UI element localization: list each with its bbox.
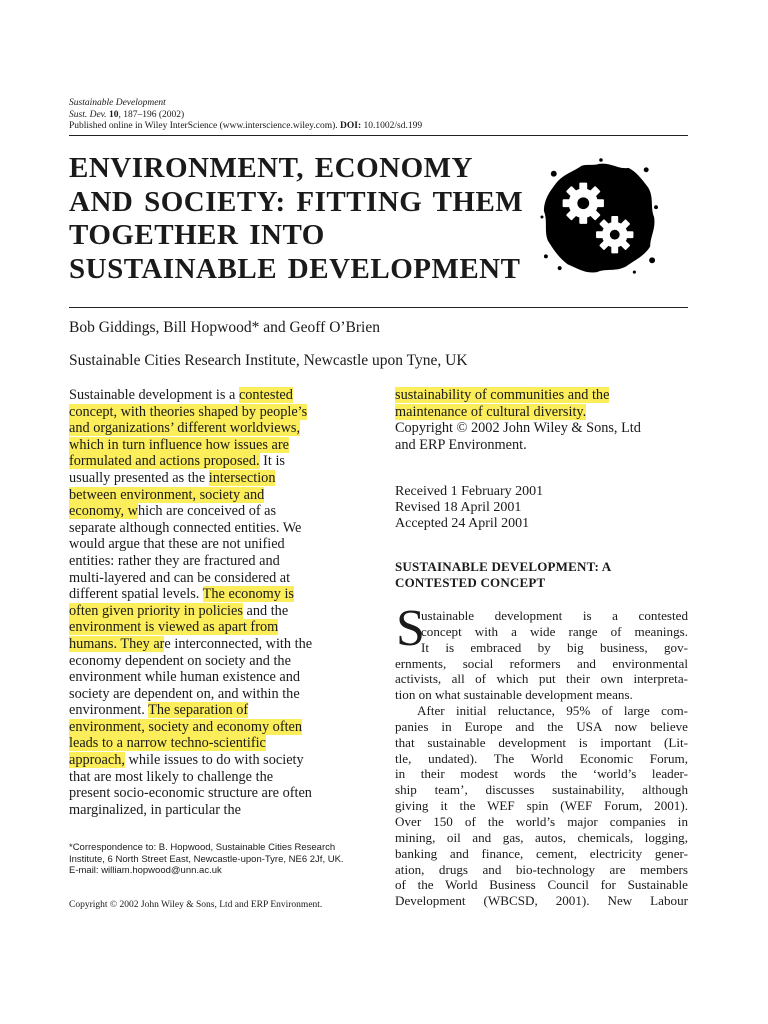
highlighted-text: concept, with theories shaped by people’s	[69, 403, 308, 420]
highlighted-text: sustainability of communities and the	[395, 387, 610, 403]
text-run: Copyright © 2002 John Wiley & Sons, Ltd	[395, 420, 641, 437]
body-line: giving it the WEF spin (WEF Forum, 2001).	[395, 798, 688, 814]
text-run: marginalized, in particular the	[69, 801, 242, 818]
body-line: of the World Business Council for Sustainable	[395, 877, 688, 893]
abstract-line	[69, 669, 369, 686]
abstract-line	[69, 437, 369, 454]
highlighted-text: maintenance of cultural diversity.	[395, 403, 587, 420]
published-line: Published online in Wiley InterScience (www.interscience.wiley.com). DOI: 10.1002/sd.199	[69, 121, 423, 131]
abstract-line	[69, 702, 369, 719]
body-line: banking and finance, cement, electricity gener-	[395, 845, 688, 861]
section-heading: SUSTAINABLE DEVELOPMENT: A CONTESTED CONCEPT	[395, 559, 612, 591]
highlighted-text: which in turn influence how issues are	[69, 436, 289, 453]
highlighted-text: environment is viewed as apart from	[69, 619, 279, 636]
article-dates	[395, 484, 543, 533]
body-line: ernments, social reformers and environmental	[395, 655, 688, 671]
abstract-line	[69, 487, 369, 504]
text-run: different spatial levels.	[69, 586, 203, 603]
body-line: panies in Europe and the USA now believe	[395, 718, 688, 734]
highlighted-text: The economy is	[202, 586, 294, 603]
highlighted-text: humans. They ar	[69, 635, 165, 652]
highlighted-text: economy, w	[69, 503, 138, 520]
text-run: hich are conceived of as	[137, 503, 277, 520]
text-run: society are dependent on, and within the	[69, 685, 300, 702]
highlighted-text: often given priority in policies	[69, 602, 243, 619]
body-line: Development (WBCSD, 2001). New Labour	[395, 893, 688, 909]
body-line: concept with a wide range of meanings.	[421, 623, 688, 639]
body-line: that sustainable development is important (Lit-	[395, 734, 688, 750]
abstract-line	[69, 470, 369, 487]
correspondence-footnote: *Correspondence to: B. Hopwood, Sustainable Cities Research Institute, 6 North Street East, Newcastle-upon-Tyre, NE6 2Jf, UK. E-mail: william.hopwood@unn.ac.uk	[69, 842, 369, 877]
text-run: environment while human existence and	[69, 669, 301, 686]
abstract-line	[69, 570, 369, 587]
doi-link[interactable]: 10.1002/sd.199	[363, 121, 423, 131]
highlighted-text: intersection	[208, 469, 276, 486]
abstract-line	[69, 619, 369, 636]
abstract-line	[69, 520, 369, 537]
text-run: and the	[242, 602, 289, 619]
author-list: Bob Giddings, Bill Hopwood* and Geoff O’Brien	[69, 319, 380, 336]
abstract-line	[395, 404, 695, 421]
highlighted-text: and organizations’ different worldviews,	[69, 420, 301, 437]
drop-cap: S	[396, 600, 425, 657]
abstract-line	[69, 785, 369, 802]
abstract-line	[69, 553, 369, 570]
abstract-line	[69, 387, 369, 404]
text-run: It is	[259, 453, 285, 470]
accepted-date: Accepted 24 April 2001	[395, 516, 530, 532]
abstract-line	[69, 536, 369, 553]
abstract-line	[69, 802, 369, 819]
abstract-line	[69, 404, 369, 421]
abstract-line	[69, 719, 369, 736]
gears-ink-splash-icon	[540, 158, 658, 276]
body-line: in their modest words the ‘world’s leader-	[395, 766, 688, 782]
article-title: ENVIRONMENT, ECONOMY AND SOCIETY: FITTING THEM TOGETHER INTO SUSTAINABLE DEVELOPMENT	[69, 152, 524, 285]
journal-name: Sustainable Development	[69, 98, 166, 108]
text-run: while issues to do with society	[124, 752, 304, 769]
revised-date: Revised 18 April 2001	[395, 500, 522, 516]
body-line: tion on what sustainable development means.	[395, 687, 633, 703]
abstract-left-column	[69, 387, 369, 818]
body-line: It is embraced by big business, gov-	[421, 639, 688, 655]
email-line: E-mail: william.hopwood@unn.ac.uk	[69, 865, 222, 877]
body-line: After initial reluctance, 95% of large com-	[417, 703, 688, 719]
abstract-right-column	[395, 387, 695, 453]
running-header	[69, 98, 709, 133]
text-run: multi-layered and can be considered at	[69, 569, 291, 586]
abstract-line	[69, 686, 369, 703]
body-line: ship team’, discusses sustainability, although	[395, 782, 688, 798]
body-line: activists, all of which put their own interpreta-	[395, 671, 688, 687]
highlighted-text: contested	[238, 387, 293, 403]
text-run: that are most likely to challenge the	[69, 768, 274, 785]
abstract-line	[69, 752, 369, 769]
abstract-line	[69, 453, 369, 470]
copyright-footer: Copyright © 2002 John Wiley & Sons, Ltd and ERP Environment.	[69, 900, 323, 910]
text-run: present socio-economic structure are often	[69, 785, 312, 802]
highlighted-text: between environment, society and	[69, 486, 265, 503]
affiliation: Sustainable Cities Research Institute, Newcastle upon Tyne, UK	[69, 352, 468, 369]
received-date: Received 1 February 2001	[395, 484, 544, 499]
text-run: environment.	[69, 702, 149, 719]
body-line: ation, drugs and bio-technology are members	[395, 861, 688, 877]
text-run: and ERP Environment.	[395, 436, 527, 453]
text-run: usually presented as the	[69, 469, 209, 486]
highlighted-text: approach,	[69, 752, 125, 769]
text-run: separate although connected entities. We	[69, 519, 302, 536]
body-line: Over 150 of the world’s major companies in	[395, 813, 688, 829]
text-run: entities: rather they are fractured and	[69, 552, 280, 569]
abstract-line	[69, 653, 369, 670]
highlighted-text: leads to a narrow techno-scientific	[69, 735, 266, 752]
abstract-line	[69, 503, 369, 520]
abstract-line	[395, 437, 695, 454]
highlighted-text: The separation of	[148, 702, 249, 719]
body-line: ustainable development is a contested	[421, 608, 688, 623]
text-run: economy dependent on society and the	[69, 652, 291, 669]
highlighted-text: environment, society and economy often	[69, 718, 303, 735]
text-run: would argue that these are not unified	[69, 536, 285, 553]
highlighted-text: formulated and actions proposed.	[69, 453, 260, 470]
body-line: mining, oil and gas, autos, chemicals, logging,	[395, 829, 688, 845]
header-rule	[69, 135, 688, 136]
citation-line: Sust. Dev. 10, 187–196 (2002)	[69, 109, 185, 120]
abstract-line	[69, 769, 369, 786]
title-rule	[69, 307, 688, 308]
abstract-line	[395, 387, 695, 404]
abstract-line	[69, 603, 369, 620]
body-text-column	[395, 600, 688, 909]
abstract-line	[395, 420, 695, 437]
abstract-line	[69, 420, 369, 437]
body-line: tle, undated). The World Economic Forum,	[395, 750, 688, 766]
text-run: Sustainable development is a	[69, 387, 239, 403]
text-run: e interconnected, with the	[164, 635, 313, 652]
abstract-line	[69, 636, 369, 653]
abstract-line	[69, 735, 369, 752]
abstract-line	[69, 586, 369, 603]
